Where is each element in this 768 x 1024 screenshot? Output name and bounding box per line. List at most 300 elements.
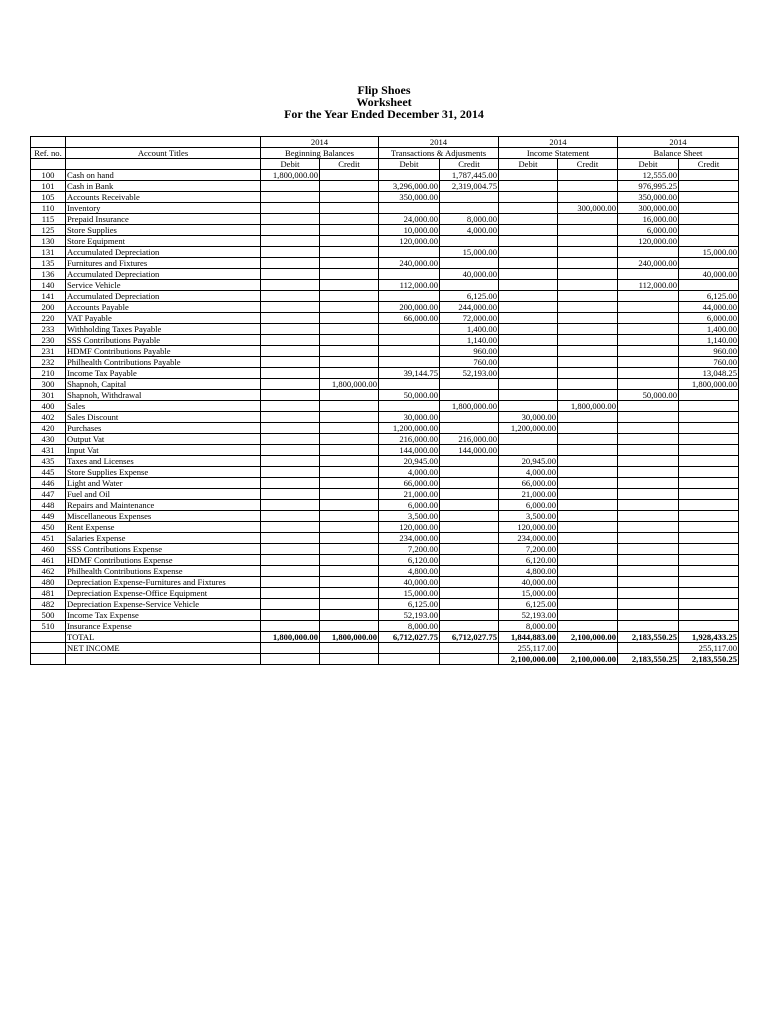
beginning-credit-cell xyxy=(320,544,379,555)
beginning-debit-cell xyxy=(261,467,320,478)
beginning-credit-cell xyxy=(320,269,379,280)
income-debit-cell xyxy=(499,181,558,192)
income-debit-cell: 3,500.00 xyxy=(499,511,558,522)
balance-debit-cell: 6,000.00 xyxy=(618,225,679,236)
balance-credit-cell: 6,000.00 xyxy=(679,313,739,324)
header-credit: Credit xyxy=(440,159,499,170)
ref-no-cell: 100 xyxy=(31,170,66,181)
transactions-credit-cell xyxy=(440,379,499,390)
transactions-debit-cell: 4,800.00 xyxy=(379,566,440,577)
income-debit-cell xyxy=(499,368,558,379)
table-row xyxy=(31,181,739,192)
beginning-debit-cell xyxy=(261,313,320,324)
table-row xyxy=(31,225,739,236)
account-title-cell: Cash on hand xyxy=(66,170,261,181)
transactions-credit-cell: 4,000.00 xyxy=(440,225,499,236)
transactions-debit-cell: 120,000.00 xyxy=(379,236,440,247)
income-debit-cell: 15,000.00 xyxy=(499,588,558,599)
balance-credit-cell xyxy=(679,225,739,236)
beginning-debit-cell xyxy=(261,214,320,225)
ref-no-cell xyxy=(31,632,66,643)
balance-debit-cell: 112,000.00 xyxy=(618,280,679,291)
income-debit-cell: 20,945.00 xyxy=(499,456,558,467)
balance-debit-cell xyxy=(618,566,679,577)
account-title-cell: Accounts Receivable xyxy=(66,192,261,203)
balance-debit-cell: 976,995.25 xyxy=(618,181,679,192)
table-row xyxy=(31,599,739,610)
income-credit-cell xyxy=(558,357,618,368)
balance-credit-cell xyxy=(679,588,739,599)
transactions-debit-total: 6,712,027.75 xyxy=(379,632,440,643)
table-row xyxy=(31,247,739,258)
beginning-credit-total: 1,800,000.00 xyxy=(320,632,379,643)
income-credit-net-income xyxy=(558,643,618,654)
total-row xyxy=(31,632,739,643)
table-row xyxy=(31,555,739,566)
balance-debit-cell: 350,000.00 xyxy=(618,192,679,203)
account-title-cell: Fuel and Oil xyxy=(66,489,261,500)
income-debit-cell: 4,000.00 xyxy=(499,467,558,478)
transactions-debit-cell: 112,000.00 xyxy=(379,280,440,291)
transactions-debit-cell: 21,000.00 xyxy=(379,489,440,500)
transactions-credit-grand-total xyxy=(440,654,499,665)
income-debit-cell: 52,193.00 xyxy=(499,610,558,621)
beginning-debit-cell xyxy=(261,192,320,203)
account-title-cell: HDMF Contributions Expense xyxy=(66,555,261,566)
balance-credit-cell xyxy=(679,533,739,544)
transactions-credit-cell: 144,000.00 xyxy=(440,445,499,456)
account-title-cell: Light and Water xyxy=(66,478,261,489)
period-title: For the Year Ended December 31, 2014 xyxy=(284,107,484,121)
table-row xyxy=(31,621,739,632)
transactions-credit-net-income xyxy=(440,643,499,654)
beginning-debit-cell xyxy=(261,181,320,192)
transactions-credit-cell xyxy=(440,610,499,621)
income-credit-cell xyxy=(558,346,618,357)
income-debit-cell xyxy=(499,313,558,324)
transactions-debit-cell: 40,000.00 xyxy=(379,577,440,588)
beginning-debit-cell xyxy=(261,280,320,291)
header-group-beginning: Beginning Balances xyxy=(261,148,379,159)
table-row xyxy=(31,445,739,456)
transactions-debit-cell: 144,000.00 xyxy=(379,445,440,456)
balance-debit-cell: 12,555.00 xyxy=(618,170,679,181)
ref-no-cell: 448 xyxy=(31,500,66,511)
income-credit-cell xyxy=(558,456,618,467)
income-debit-cell: 8,000.00 xyxy=(499,621,558,632)
income-credit-cell xyxy=(558,324,618,335)
transactions-debit-cell: 6,000.00 xyxy=(379,500,440,511)
income-debit-cell xyxy=(499,445,558,456)
transactions-debit-cell: 52,193.00 xyxy=(379,610,440,621)
table-row xyxy=(31,236,739,247)
header-blank xyxy=(31,159,66,170)
transactions-credit-cell: 1,140.00 xyxy=(440,335,499,346)
table-row xyxy=(31,357,739,368)
table-row xyxy=(31,533,739,544)
ref-no-cell xyxy=(31,654,66,665)
balance-credit-cell xyxy=(679,203,739,214)
transactions-credit-cell xyxy=(440,500,499,511)
balance-debit-cell xyxy=(618,511,679,522)
balance-debit-cell xyxy=(618,379,679,390)
balance-credit-cell xyxy=(679,544,739,555)
transactions-debit-cell: 39,144.75 xyxy=(379,368,440,379)
transactions-credit-cell xyxy=(440,192,499,203)
transactions-credit-cell: 1,400.00 xyxy=(440,324,499,335)
transactions-credit-cell: 216,000.00 xyxy=(440,434,499,445)
transactions-debit-cell: 66,000.00 xyxy=(379,478,440,489)
transactions-debit-cell: 350,000.00 xyxy=(379,192,440,203)
balance-debit-cell xyxy=(618,522,679,533)
ref-no-cell: 131 xyxy=(31,247,66,258)
income-credit-cell xyxy=(558,390,618,401)
table-row xyxy=(31,434,739,445)
income-debit-cell: 21,000.00 xyxy=(499,489,558,500)
balance-debit-cell xyxy=(618,478,679,489)
income-debit-cell xyxy=(499,225,558,236)
balance-credit-cell xyxy=(679,401,739,412)
header-blank xyxy=(31,137,66,148)
balance-debit-cell xyxy=(618,357,679,368)
beginning-credit-cell xyxy=(320,258,379,269)
income-credit-cell xyxy=(558,335,618,346)
beginning-credit-cell xyxy=(320,566,379,577)
beginning-debit-cell xyxy=(261,478,320,489)
beginning-credit-net-income xyxy=(320,643,379,654)
balance-credit-cell: 1,140.00 xyxy=(679,335,739,346)
beginning-debit-cell xyxy=(261,610,320,621)
income-credit-cell xyxy=(558,434,618,445)
table-row xyxy=(31,346,739,357)
balance-credit-cell: 1,800,000.00 xyxy=(679,379,739,390)
balance-debit-cell xyxy=(618,313,679,324)
table-row xyxy=(31,291,739,302)
net-income-label: NET INCOME xyxy=(66,643,261,654)
balance-credit-cell xyxy=(679,511,739,522)
transactions-debit-cell: 1,200,000.00 xyxy=(379,423,440,434)
balance-debit-cell: 16,000.00 xyxy=(618,214,679,225)
ref-no-cell: 445 xyxy=(31,467,66,478)
header-year: 2014 xyxy=(379,137,499,148)
ref-no-cell: 500 xyxy=(31,610,66,621)
transactions-debit-cell: 200,000.00 xyxy=(379,302,440,313)
transactions-credit-cell xyxy=(440,236,499,247)
balance-debit-cell xyxy=(618,533,679,544)
title-block xyxy=(0,84,768,120)
balance-credit-cell xyxy=(679,555,739,566)
transactions-debit-cell: 6,125.00 xyxy=(379,599,440,610)
beginning-credit-cell xyxy=(320,346,379,357)
account-title-cell: Philhealth Contributions Payable xyxy=(66,357,261,368)
transactions-debit-net-income xyxy=(379,643,440,654)
transactions-credit-cell xyxy=(440,544,499,555)
ref-no-cell: 300 xyxy=(31,379,66,390)
ref-no-cell: 301 xyxy=(31,390,66,401)
income-credit-cell xyxy=(558,588,618,599)
income-credit-cell xyxy=(558,170,618,181)
beginning-credit-cell xyxy=(320,401,379,412)
table-row xyxy=(31,368,739,379)
transactions-credit-cell xyxy=(440,588,499,599)
ref-no-cell: 435 xyxy=(31,456,66,467)
account-title-cell: VAT Payable xyxy=(66,313,261,324)
income-debit-cell: 66,000.00 xyxy=(499,478,558,489)
beginning-credit-cell xyxy=(320,203,379,214)
transactions-debit-cell: 20,945.00 xyxy=(379,456,440,467)
transactions-debit-cell xyxy=(379,335,440,346)
income-debit-cell: 6,120.00 xyxy=(499,555,558,566)
account-title-cell: Repairs and Maintenance xyxy=(66,500,261,511)
beginning-credit-cell xyxy=(320,478,379,489)
beginning-credit-cell xyxy=(320,291,379,302)
balance-credit-cell xyxy=(679,610,739,621)
ref-no-cell: 482 xyxy=(31,599,66,610)
income-debit-cell xyxy=(499,346,558,357)
transactions-credit-cell: 2,319,004.75 xyxy=(440,181,499,192)
beginning-debit-total: 1,800,000.00 xyxy=(261,632,320,643)
transactions-credit-cell xyxy=(440,577,499,588)
income-credit-cell xyxy=(558,599,618,610)
beginning-credit-cell xyxy=(320,599,379,610)
ref-no-cell: 233 xyxy=(31,324,66,335)
balance-debit-cell xyxy=(618,599,679,610)
beginning-debit-cell xyxy=(261,566,320,577)
beginning-credit-cell xyxy=(320,236,379,247)
table-row xyxy=(31,379,739,390)
beginning-credit-cell xyxy=(320,302,379,313)
income-credit-cell xyxy=(558,280,618,291)
beginning-credit-grand-total xyxy=(320,654,379,665)
balance-credit-cell: 40,000.00 xyxy=(679,269,739,280)
balance-credit-cell xyxy=(679,599,739,610)
balance-debit-cell xyxy=(618,247,679,258)
beginning-credit-cell xyxy=(320,181,379,192)
ref-no-cell: 210 xyxy=(31,368,66,379)
transactions-credit-cell: 1,800,000.00 xyxy=(440,401,499,412)
table-row xyxy=(31,588,739,599)
account-title-cell: Insurance Expense xyxy=(66,621,261,632)
table-row xyxy=(31,335,739,346)
grand-total-label xyxy=(66,654,261,665)
account-title-cell: Sales Discount xyxy=(66,412,261,423)
beginning-credit-cell xyxy=(320,225,379,236)
header-credit: Credit xyxy=(679,159,739,170)
income-debit-net-income: 255,117.00 xyxy=(499,643,558,654)
beginning-debit-cell xyxy=(261,335,320,346)
transactions-debit-cell xyxy=(379,247,440,258)
balance-credit-cell xyxy=(679,522,739,533)
balance-credit-cell xyxy=(679,236,739,247)
income-credit-cell xyxy=(558,258,618,269)
account-title-cell: Shapnoh, Capital xyxy=(66,379,261,390)
table-row xyxy=(31,390,739,401)
income-debit-cell: 6,000.00 xyxy=(499,500,558,511)
income-credit-cell xyxy=(558,291,618,302)
header-row-year xyxy=(31,137,739,148)
ref-no-cell: 480 xyxy=(31,577,66,588)
beginning-debit-cell xyxy=(261,346,320,357)
income-debit-cell xyxy=(499,379,558,390)
table-row xyxy=(31,566,739,577)
table-row xyxy=(31,269,739,280)
income-debit-cell: 120,000.00 xyxy=(499,522,558,533)
beginning-credit-cell xyxy=(320,489,379,500)
beginning-debit-cell xyxy=(261,599,320,610)
balance-credit-cell: 6,125.00 xyxy=(679,291,739,302)
table-row xyxy=(31,170,739,181)
transactions-debit-cell: 7,200.00 xyxy=(379,544,440,555)
header-group-balance: Balance Sheet xyxy=(618,148,739,159)
ref-no-cell xyxy=(31,643,66,654)
balance-debit-cell xyxy=(618,291,679,302)
transactions-credit-cell xyxy=(440,566,499,577)
transactions-debit-cell xyxy=(379,324,440,335)
balance-debit-cell xyxy=(618,368,679,379)
income-debit-cell xyxy=(499,247,558,258)
beginning-credit-cell xyxy=(320,247,379,258)
income-debit-cell: 4,800.00 xyxy=(499,566,558,577)
beginning-debit-cell xyxy=(261,247,320,258)
ref-no-cell: 400 xyxy=(31,401,66,412)
income-credit-cell xyxy=(558,412,618,423)
balance-credit-cell xyxy=(679,500,739,511)
ref-no-cell: 220 xyxy=(31,313,66,324)
beginning-credit-cell xyxy=(320,368,379,379)
balance-credit-cell xyxy=(679,445,739,456)
ref-no-cell: 451 xyxy=(31,533,66,544)
beginning-debit-cell xyxy=(261,357,320,368)
balance-credit-cell: 13,048.25 xyxy=(679,368,739,379)
table-row xyxy=(31,500,739,511)
income-credit-cell xyxy=(558,302,618,313)
income-credit-cell xyxy=(558,489,618,500)
beginning-debit-cell xyxy=(261,577,320,588)
beginning-debit-cell xyxy=(261,621,320,632)
beginning-credit-cell xyxy=(320,610,379,621)
income-debit-cell xyxy=(499,170,558,181)
header-group-income: Income Statement xyxy=(499,148,618,159)
table-row xyxy=(31,258,739,269)
balance-debit-cell xyxy=(618,456,679,467)
transactions-debit-cell: 24,000.00 xyxy=(379,214,440,225)
transactions-debit-cell: 120,000.00 xyxy=(379,522,440,533)
account-title-cell: Prepaid Insurance xyxy=(66,214,261,225)
net-income-row xyxy=(31,643,739,654)
table-row xyxy=(31,401,739,412)
balance-debit-cell xyxy=(618,302,679,313)
income-credit-cell xyxy=(558,445,618,456)
header-debit: Debit xyxy=(379,159,440,170)
ref-no-cell: 460 xyxy=(31,544,66,555)
account-title-cell: Depreciation Expense-Furnitures and Fixtures xyxy=(66,577,261,588)
income-debit-cell xyxy=(499,324,558,335)
income-debit-cell: 40,000.00 xyxy=(499,577,558,588)
header-year: 2014 xyxy=(499,137,618,148)
account-title-cell: Purchases xyxy=(66,423,261,434)
income-credit-cell xyxy=(558,610,618,621)
ref-no-cell: 200 xyxy=(31,302,66,313)
account-title-cell: Accumulated Depreciation xyxy=(66,247,261,258)
beginning-credit-cell xyxy=(320,423,379,434)
transactions-debit-cell: 15,000.00 xyxy=(379,588,440,599)
account-title-cell: Philhealth Contributions Expense xyxy=(66,566,261,577)
transactions-credit-cell xyxy=(440,258,499,269)
balance-debit-cell xyxy=(618,346,679,357)
balance-credit-cell xyxy=(679,390,739,401)
beginning-debit-cell xyxy=(261,533,320,544)
table-row xyxy=(31,412,739,423)
income-debit-cell xyxy=(499,434,558,445)
income-debit-total: 1,844,883.00 xyxy=(499,632,558,643)
balance-debit-grand-total: 2,183,550.25 xyxy=(618,654,679,665)
account-title-cell: Taxes and Licenses xyxy=(66,456,261,467)
transactions-credit-cell: 8,000.00 xyxy=(440,214,499,225)
transactions-debit-cell: 3,500.00 xyxy=(379,511,440,522)
table-row xyxy=(31,302,739,313)
ref-no-cell: 402 xyxy=(31,412,66,423)
account-title-cell: Output Vat xyxy=(66,434,261,445)
income-debit-cell xyxy=(499,390,558,401)
table-row xyxy=(31,489,739,500)
income-debit-cell xyxy=(499,335,558,346)
ref-no-cell: 450 xyxy=(31,522,66,533)
income-debit-cell xyxy=(499,258,558,269)
beginning-debit-cell xyxy=(261,291,320,302)
beginning-credit-cell xyxy=(320,533,379,544)
ref-no-cell: 431 xyxy=(31,445,66,456)
header-ref: Ref. no. xyxy=(31,148,66,159)
income-debit-cell xyxy=(499,280,558,291)
beginning-credit-cell xyxy=(320,357,379,368)
transactions-debit-cell: 4,000.00 xyxy=(379,467,440,478)
balance-debit-cell xyxy=(618,577,679,588)
balance-debit-total: 2,183,550.25 xyxy=(618,632,679,643)
beginning-credit-cell xyxy=(320,192,379,203)
income-credit-cell: 1,800,000.00 xyxy=(558,401,618,412)
header-group-transactions: Transactions & Adjusments xyxy=(379,148,499,159)
transactions-debit-cell xyxy=(379,203,440,214)
account-title-cell: Furnitures and Fixtures xyxy=(66,258,261,269)
header-year: 2014 xyxy=(261,137,379,148)
ref-no-cell: 232 xyxy=(31,357,66,368)
beginning-debit-cell xyxy=(261,588,320,599)
income-credit-cell xyxy=(558,423,618,434)
account-title-cell: Store Supplies Expense xyxy=(66,467,261,478)
balance-debit-cell xyxy=(618,467,679,478)
transactions-credit-cell xyxy=(440,533,499,544)
balance-debit-cell xyxy=(618,445,679,456)
beginning-credit-cell xyxy=(320,577,379,588)
ref-no-cell: 140 xyxy=(31,280,66,291)
transactions-credit-cell xyxy=(440,467,499,478)
transactions-credit-cell xyxy=(440,456,499,467)
ref-no-cell: 461 xyxy=(31,555,66,566)
beginning-debit-cell xyxy=(261,445,320,456)
transactions-credit-cell: 52,193.00 xyxy=(440,368,499,379)
balance-debit-cell: 50,000.00 xyxy=(618,390,679,401)
income-credit-cell xyxy=(558,368,618,379)
balance-debit-cell xyxy=(618,401,679,412)
balance-credit-cell xyxy=(679,258,739,269)
beginning-credit-cell xyxy=(320,214,379,225)
transactions-credit-cell: 6,125.00 xyxy=(440,291,499,302)
income-debit-cell xyxy=(499,357,558,368)
income-credit-cell xyxy=(558,522,618,533)
income-credit-cell xyxy=(558,566,618,577)
transactions-debit-cell: 240,000.00 xyxy=(379,258,440,269)
balance-debit-cell xyxy=(618,324,679,335)
